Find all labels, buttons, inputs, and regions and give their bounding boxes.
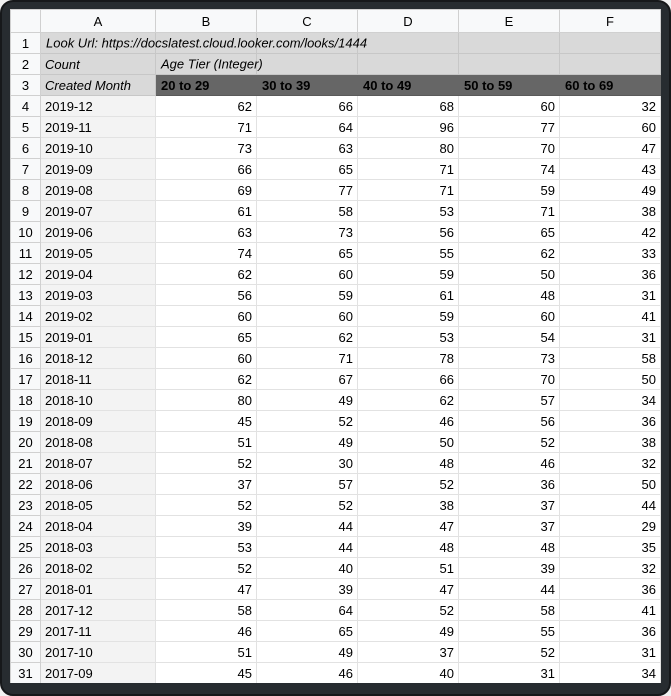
value-cell[interactable]: 52 — [156, 453, 257, 474]
month-cell[interactable]: 2018-06 — [41, 474, 156, 495]
table-row — [11, 453, 661, 474]
row-header-14[interactable]: 14 — [11, 306, 41, 327]
value-cell[interactable]: 49 — [560, 180, 661, 201]
value-cell[interactable]: 61 — [156, 201, 257, 222]
row-header-3[interactable]: 3 — [11, 75, 41, 96]
value-cell[interactable]: 50 — [459, 264, 560, 285]
value-cell[interactable]: 55 — [358, 243, 459, 264]
value-cell[interactable]: 59 — [459, 180, 560, 201]
value-cell[interactable]: 65 — [257, 243, 358, 264]
month-cell[interactable]: 2019-04 — [41, 264, 156, 285]
empty-cell[interactable] — [257, 54, 358, 75]
value-cell[interactable]: 58 — [560, 348, 661, 369]
table-row — [11, 537, 661, 558]
value-cell[interactable]: 74 — [459, 159, 560, 180]
row-header-2[interactable]: 2 — [11, 54, 41, 75]
value-cell[interactable]: 43 — [560, 159, 661, 180]
table-row — [11, 264, 661, 285]
month-cell[interactable]: 2018-11 — [41, 369, 156, 390]
table-row — [11, 117, 661, 138]
value-cell[interactable]: 60 — [459, 306, 560, 327]
row-header-23[interactable]: 23 — [11, 495, 41, 516]
row-header-11[interactable]: 11 — [11, 243, 41, 264]
month-cell[interactable]: 2019-02 — [41, 306, 156, 327]
value-cell[interactable]: 53 — [358, 327, 459, 348]
month-cell[interactable]: 2019-11 — [41, 117, 156, 138]
row-header-10[interactable]: 10 — [11, 222, 41, 243]
value-cell[interactable]: 70 — [459, 138, 560, 159]
value-cell[interactable]: 52 — [459, 642, 560, 663]
column-header-B[interactable]: B — [156, 10, 257, 33]
table-row — [11, 390, 661, 411]
value-cell[interactable]: 68 — [358, 96, 459, 117]
value-cell[interactable]: 29 — [560, 516, 661, 537]
row-header-15[interactable]: 15 — [11, 327, 41, 348]
table-row — [11, 495, 661, 516]
value-cell[interactable]: 45 — [156, 411, 257, 432]
value-cell[interactable]: 52 — [156, 495, 257, 516]
value-cell[interactable]: 65 — [257, 621, 358, 642]
month-cell[interactable]: 2018-01 — [41, 579, 156, 600]
month-cell[interactable]: 2019-12 — [41, 96, 156, 117]
month-cell[interactable]: 2018-09 — [41, 411, 156, 432]
row-header-18[interactable]: 18 — [11, 390, 41, 411]
row-header-22[interactable]: 22 — [11, 474, 41, 495]
value-cell[interactable]: 30 — [257, 453, 358, 474]
month-cell[interactable]: 2018-12 — [41, 348, 156, 369]
value-cell[interactable]: 44 — [459, 579, 560, 600]
row-header-6[interactable]: 6 — [11, 138, 41, 159]
value-cell[interactable]: 57 — [459, 390, 560, 411]
value-cell[interactable]: 31 — [560, 327, 661, 348]
month-cell[interactable]: 2019-07 — [41, 201, 156, 222]
value-cell[interactable]: 37 — [459, 495, 560, 516]
value-cell[interactable]: 96 — [358, 117, 459, 138]
month-cell[interactable]: 2019-10 — [41, 138, 156, 159]
table-row — [11, 285, 661, 306]
value-cell[interactable]: 52 — [358, 474, 459, 495]
value-cell[interactable]: 31 — [560, 642, 661, 663]
value-cell[interactable]: 60 — [156, 306, 257, 327]
table-row — [11, 558, 661, 579]
age-tier-header-cell[interactable]: 50 to 59 — [459, 75, 560, 96]
value-cell[interactable]: 63 — [156, 222, 257, 243]
month-cell[interactable]: 2018-08 — [41, 432, 156, 453]
value-cell[interactable]: 71 — [358, 159, 459, 180]
row-header-31[interactable]: 31 — [11, 663, 41, 684]
value-cell[interactable]: 33 — [560, 243, 661, 264]
table-row — [11, 600, 661, 621]
value-cell[interactable]: 58 — [459, 600, 560, 621]
row-header-13[interactable]: 13 — [11, 285, 41, 306]
value-cell[interactable]: 32 — [560, 558, 661, 579]
value-cell[interactable]: 39 — [257, 579, 358, 600]
value-cell[interactable]: 38 — [560, 432, 661, 453]
month-cell[interactable]: 2019-06 — [41, 222, 156, 243]
value-cell[interactable]: 32 — [560, 453, 661, 474]
value-cell[interactable]: 34 — [560, 663, 661, 684]
value-cell[interactable]: 59 — [257, 285, 358, 306]
month-cell[interactable]: 2018-03 — [41, 537, 156, 558]
value-cell[interactable]: 73 — [257, 222, 358, 243]
table-row — [11, 474, 661, 495]
month-cell[interactable]: 2019-03 — [41, 285, 156, 306]
value-cell[interactable]: 41 — [560, 600, 661, 621]
value-cell[interactable]: 48 — [459, 537, 560, 558]
column-header-D[interactable]: D — [358, 10, 459, 33]
value-cell[interactable]: 36 — [560, 411, 661, 432]
value-cell[interactable]: 39 — [156, 516, 257, 537]
value-cell[interactable]: 62 — [156, 96, 257, 117]
table-row — [11, 621, 661, 642]
value-cell[interactable]: 60 — [257, 264, 358, 285]
value-cell[interactable]: 39 — [459, 558, 560, 579]
value-cell[interactable]: 57 — [257, 474, 358, 495]
month-cell[interactable]: 2018-10 — [41, 390, 156, 411]
value-cell[interactable]: 36 — [560, 621, 661, 642]
value-cell[interactable]: 60 — [156, 348, 257, 369]
value-cell[interactable]: 59 — [358, 264, 459, 285]
table-row — [11, 306, 661, 327]
value-cell[interactable]: 59 — [358, 306, 459, 327]
row-header-24[interactable]: 24 — [11, 516, 41, 537]
table-row — [11, 222, 661, 243]
value-cell[interactable]: 37 — [156, 474, 257, 495]
value-cell[interactable]: 46 — [156, 621, 257, 642]
value-cell[interactable]: 70 — [459, 369, 560, 390]
value-cell[interactable]: 60 — [560, 117, 661, 138]
table-row — [11, 243, 661, 264]
value-cell[interactable]: 64 — [257, 600, 358, 621]
value-cell[interactable]: 49 — [257, 642, 358, 663]
row-header-12[interactable]: 12 — [11, 264, 41, 285]
value-cell[interactable]: 67 — [257, 369, 358, 390]
value-cell[interactable]: 34 — [560, 390, 661, 411]
value-cell[interactable]: 49 — [358, 621, 459, 642]
value-cell[interactable]: 71 — [156, 117, 257, 138]
value-cell[interactable]: 60 — [459, 96, 560, 117]
empty-cell[interactable] — [459, 33, 560, 54]
month-cell[interactable]: 2018-04 — [41, 516, 156, 537]
table-row — [11, 180, 661, 201]
value-cell[interactable]: 48 — [358, 453, 459, 474]
row-header-20[interactable]: 20 — [11, 432, 41, 453]
column-header-C[interactable]: C — [257, 10, 358, 33]
value-cell[interactable]: 73 — [156, 138, 257, 159]
value-cell[interactable]: 49 — [257, 432, 358, 453]
value-cell[interactable]: 31 — [459, 663, 560, 684]
value-cell[interactable]: 38 — [560, 201, 661, 222]
age-tier-label-text: Age Tier (Integer) — [161, 56, 263, 72]
value-cell[interactable]: 40 — [358, 663, 459, 684]
row-header-1[interactable]: 1 — [11, 33, 41, 54]
row-header-8[interactable]: 8 — [11, 180, 41, 201]
value-cell[interactable]: 52 — [459, 432, 560, 453]
month-cell[interactable]: 2018-07 — [41, 453, 156, 474]
select-all-corner[interactable] — [11, 10, 41, 33]
value-cell[interactable]: 48 — [358, 537, 459, 558]
row-header-9[interactable]: 9 — [11, 201, 41, 222]
value-cell[interactable]: 54 — [459, 327, 560, 348]
value-cell[interactable]: 50 — [358, 432, 459, 453]
table-row — [11, 348, 661, 369]
value-cell[interactable]: 58 — [156, 600, 257, 621]
table-row — [11, 579, 661, 600]
value-cell[interactable]: 47 — [358, 516, 459, 537]
value-cell[interactable]: 44 — [560, 495, 661, 516]
value-cell[interactable]: 52 — [156, 558, 257, 579]
value-cell[interactable]: 36 — [560, 264, 661, 285]
value-cell[interactable]: 50 — [560, 474, 661, 495]
value-cell[interactable]: 35 — [560, 537, 661, 558]
value-cell[interactable]: 37 — [459, 516, 560, 537]
value-cell[interactable]: 31 — [560, 285, 661, 306]
age-tier-header-cell[interactable]: 20 to 29 — [156, 75, 257, 96]
value-cell[interactable]: 47 — [156, 579, 257, 600]
value-cell[interactable]: 61 — [358, 285, 459, 306]
spreadsheet — [10, 9, 661, 683]
value-cell[interactable]: 66 — [257, 96, 358, 117]
age-tier-header-cell[interactable]: 60 to 69 — [560, 75, 661, 96]
value-cell[interactable]: 36 — [560, 579, 661, 600]
row-header-4[interactable]: 4 — [11, 96, 41, 117]
value-cell[interactable]: 51 — [156, 432, 257, 453]
row-header-16[interactable]: 16 — [11, 348, 41, 369]
value-cell[interactable]: 52 — [257, 411, 358, 432]
age-tier-header-cell[interactable]: 30 to 39 — [257, 75, 358, 96]
value-cell[interactable]: 46 — [257, 663, 358, 684]
value-cell[interactable]: 55 — [459, 621, 560, 642]
value-cell[interactable]: 62 — [257, 327, 358, 348]
value-cell[interactable]: 63 — [257, 138, 358, 159]
column-header-A[interactable]: A — [41, 10, 156, 33]
value-cell[interactable]: 58 — [257, 201, 358, 222]
value-cell[interactable]: 60 — [257, 306, 358, 327]
age-tier-label-cell[interactable] — [156, 54, 263, 75]
table-row — [11, 327, 661, 348]
header-row — [11, 75, 661, 96]
value-cell[interactable]: 51 — [156, 642, 257, 663]
count-label-cell[interactable]: Count — [41, 54, 156, 75]
value-cell[interactable]: 66 — [156, 159, 257, 180]
table-row — [11, 411, 661, 432]
value-cell[interactable]: 44 — [257, 537, 358, 558]
value-cell[interactable]: 62 — [459, 243, 560, 264]
table-row — [11, 369, 661, 390]
month-cell[interactable]: 2018-05 — [41, 495, 156, 516]
value-cell[interactable]: 53 — [358, 201, 459, 222]
value-cell[interactable]: 78 — [358, 348, 459, 369]
value-cell[interactable]: 77 — [459, 117, 560, 138]
value-cell[interactable]: 52 — [358, 600, 459, 621]
table-row — [11, 663, 661, 684]
month-cell[interactable]: 2017-09 — [41, 663, 156, 684]
age-tier-header-cell[interactable]: 40 to 49 — [358, 75, 459, 96]
month-cell[interactable]: 2018-02 — [41, 558, 156, 579]
spreadsheet-grid — [10, 9, 661, 683]
table-row — [11, 159, 661, 180]
value-cell[interactable]: 80 — [156, 390, 257, 411]
table-row — [11, 96, 661, 117]
value-cell[interactable]: 65 — [156, 327, 257, 348]
column-header-F[interactable]: F — [560, 10, 661, 33]
value-cell[interactable]: 74 — [156, 243, 257, 264]
value-cell[interactable]: 44 — [257, 516, 358, 537]
value-cell[interactable]: 48 — [459, 285, 560, 306]
meta-row-2 — [11, 54, 661, 75]
value-cell[interactable]: 65 — [459, 222, 560, 243]
row-header-19[interactable]: 19 — [11, 411, 41, 432]
value-cell[interactable]: 47 — [358, 579, 459, 600]
empty-cell[interactable] — [358, 54, 459, 75]
value-cell[interactable]: 71 — [257, 348, 358, 369]
value-cell[interactable]: 40 — [257, 558, 358, 579]
created-month-label-cell[interactable]: Created Month — [41, 75, 156, 96]
value-cell[interactable]: 71 — [358, 180, 459, 201]
row-header-17[interactable]: 17 — [11, 369, 41, 390]
month-cell[interactable]: 2019-01 — [41, 327, 156, 348]
value-cell[interactable]: 42 — [560, 222, 661, 243]
value-cell[interactable]: 36 — [459, 474, 560, 495]
row-header-5[interactable]: 5 — [11, 117, 41, 138]
month-cell[interactable]: 2019-09 — [41, 159, 156, 180]
month-cell[interactable]: 2017-12 — [41, 600, 156, 621]
value-cell[interactable]: 77 — [257, 180, 358, 201]
value-cell[interactable]: 69 — [156, 180, 257, 201]
row-header-25[interactable]: 25 — [11, 537, 41, 558]
row-header-21[interactable]: 21 — [11, 453, 41, 474]
month-cell[interactable]: 2019-05 — [41, 243, 156, 264]
meta-row-1 — [11, 33, 661, 54]
value-cell[interactable]: 64 — [257, 117, 358, 138]
value-cell[interactable]: 71 — [459, 201, 560, 222]
empty-cell[interactable] — [358, 33, 459, 54]
empty-cell[interactable] — [459, 54, 560, 75]
value-cell[interactable]: 66 — [358, 369, 459, 390]
value-cell[interactable]: 51 — [358, 558, 459, 579]
value-cell[interactable]: 50 — [560, 369, 661, 390]
value-cell[interactable]: 53 — [156, 537, 257, 558]
month-cell[interactable]: 2017-10 — [41, 642, 156, 663]
value-cell[interactable]: 52 — [257, 495, 358, 516]
value-cell[interactable]: 65 — [257, 159, 358, 180]
value-cell[interactable]: 46 — [459, 453, 560, 474]
table-row — [11, 432, 661, 453]
value-cell[interactable]: 80 — [358, 138, 459, 159]
table-row — [11, 642, 661, 663]
value-cell[interactable]: 47 — [560, 138, 661, 159]
value-cell[interactable]: 37 — [358, 642, 459, 663]
row-header-27[interactable]: 27 — [11, 579, 41, 600]
value-cell[interactable]: 49 — [257, 390, 358, 411]
value-cell[interactable]: 41 — [560, 306, 661, 327]
value-cell[interactable]: 62 — [358, 390, 459, 411]
row-header-30[interactable]: 30 — [11, 642, 41, 663]
row-header-29[interactable]: 29 — [11, 621, 41, 642]
value-cell[interactable]: 56 — [459, 411, 560, 432]
table-row — [11, 516, 661, 537]
look-url-cell[interactable] — [41, 33, 368, 54]
table-row — [11, 201, 661, 222]
value-cell[interactable]: 62 — [156, 264, 257, 285]
value-cell[interactable]: 56 — [156, 285, 257, 306]
value-cell[interactable]: 38 — [358, 495, 459, 516]
empty-cell[interactable] — [560, 33, 661, 54]
empty-cell[interactable] — [560, 54, 661, 75]
value-cell[interactable]: 73 — [459, 348, 560, 369]
value-cell[interactable]: 46 — [358, 411, 459, 432]
table-row — [11, 138, 661, 159]
row-header-7[interactable]: 7 — [11, 159, 41, 180]
value-cell[interactable]: 45 — [156, 663, 257, 684]
value-cell[interactable]: 32 — [560, 96, 661, 117]
month-cell[interactable]: 2017-11 — [41, 621, 156, 642]
column-header-E[interactable]: E — [459, 10, 560, 33]
value-cell[interactable]: 56 — [358, 222, 459, 243]
month-cell[interactable]: 2019-08 — [41, 180, 156, 201]
look-url-text: Look Url: https://docslatest.cloud.looker.com/looks/1444 — [46, 35, 368, 51]
row-header-28[interactable]: 28 — [11, 600, 41, 621]
value-cell[interactable]: 62 — [156, 369, 257, 390]
row-header-26[interactable]: 26 — [11, 558, 41, 579]
